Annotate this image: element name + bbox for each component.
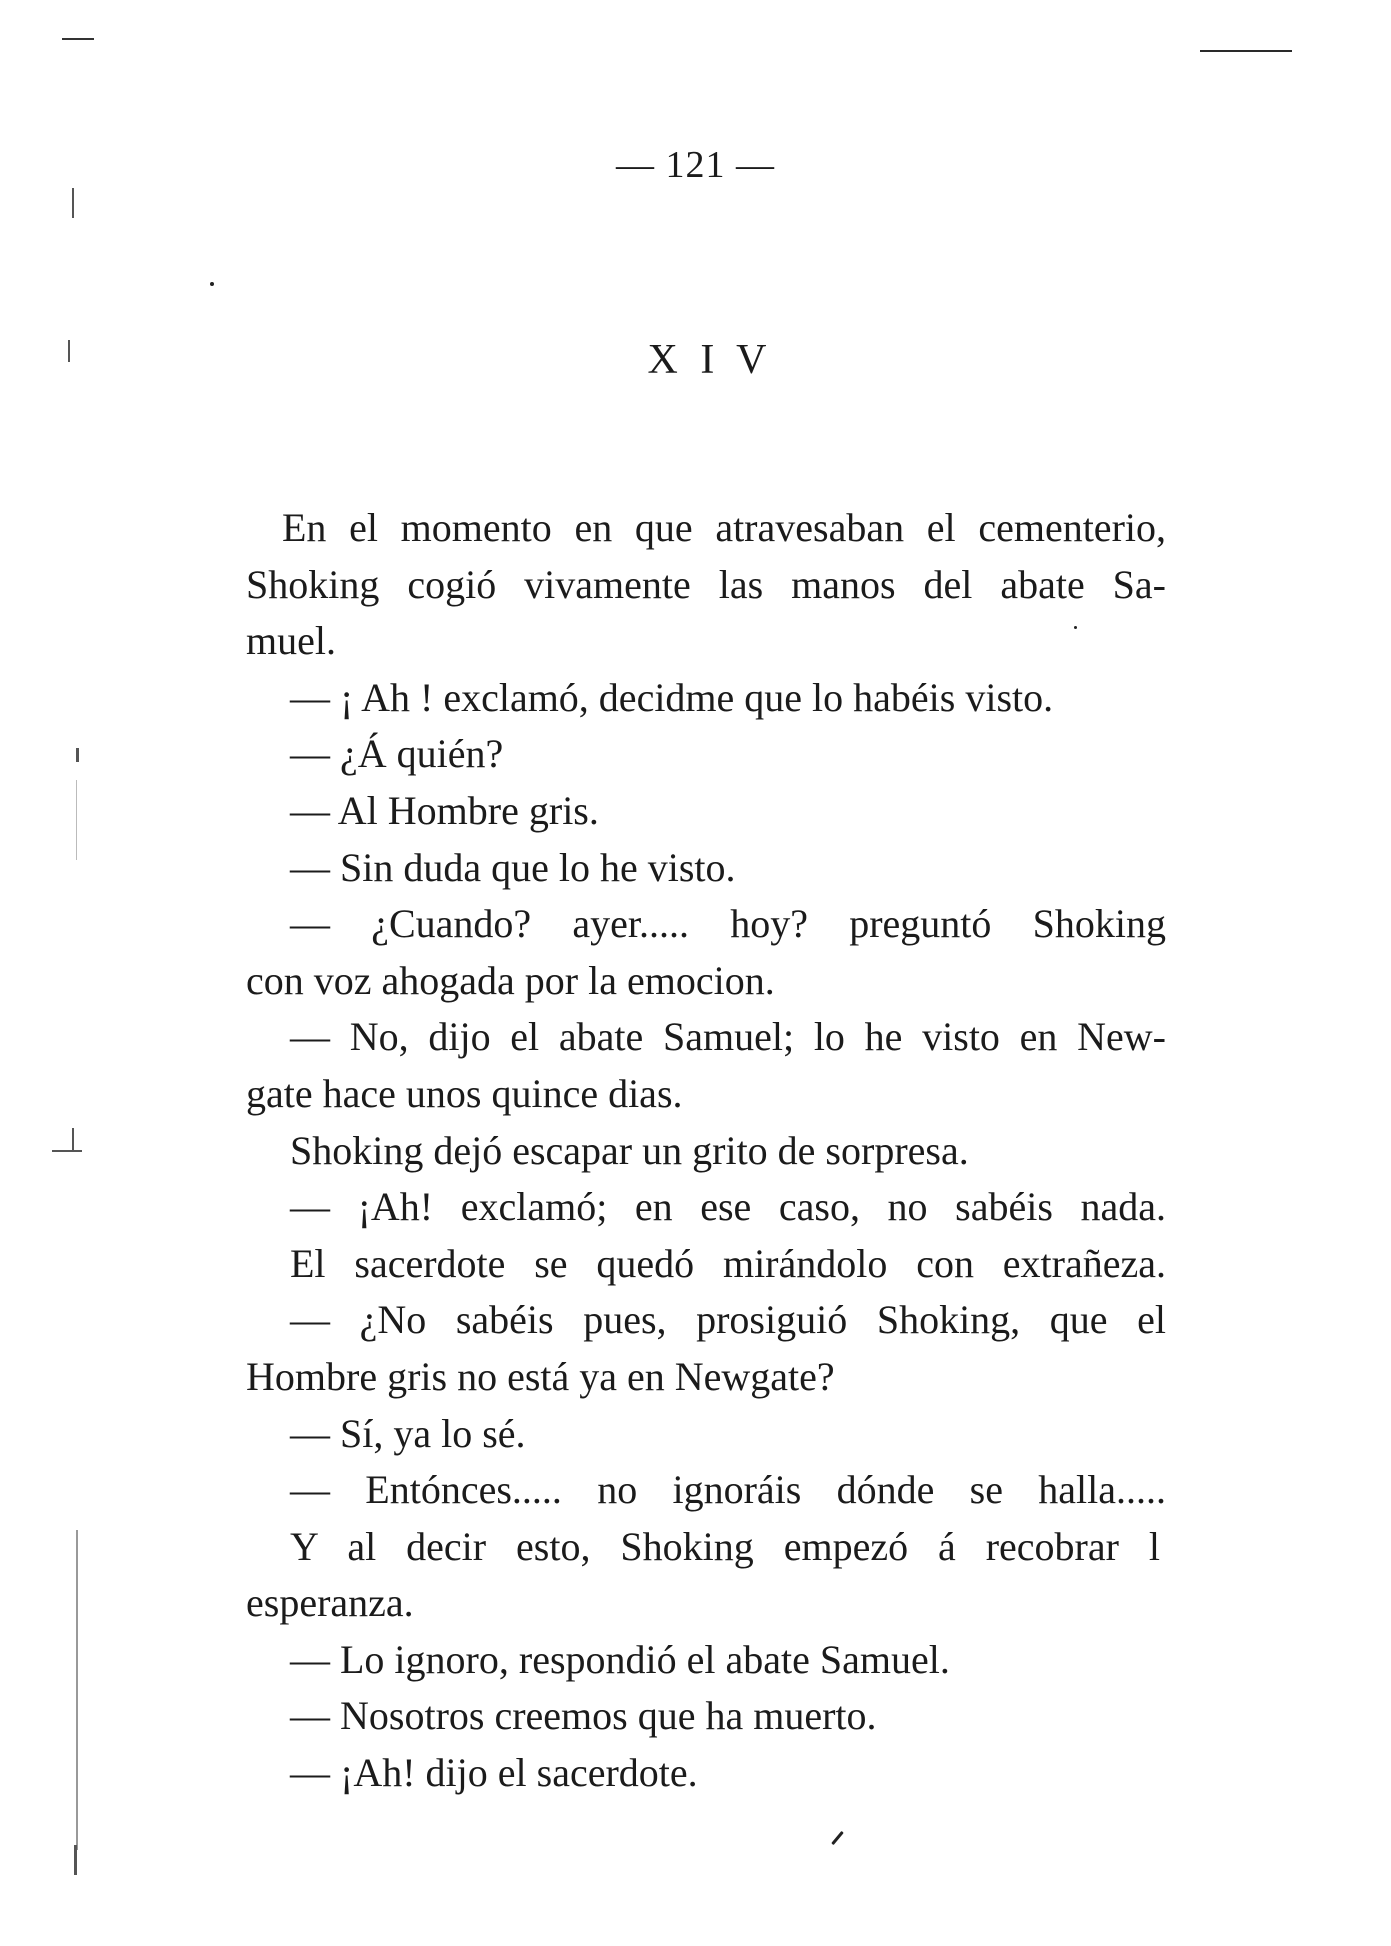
text-line: Y al decir esto, Shoking empezó á recobrar l [290, 1523, 1160, 1569]
text-line: Hombre gris no está ya en Newgate? [246, 1353, 835, 1399]
text-line: — Nosotros creemos que ha muerto. [290, 1693, 877, 1739]
scan-rule-right [1200, 50, 1292, 52]
text-line: — ¿Á quién? [290, 731, 504, 777]
text-line: — ¡Ah! exclamó; en ese caso, no sabéis nada. [290, 1184, 1166, 1230]
text-line: — ¡Ah! dijo el sacerdote. [290, 1750, 698, 1796]
text-line: — Sin duda que lo he visto. [290, 844, 736, 890]
text-line: El sacerdote se quedó mirándolo con extrañeza. [290, 1240, 1166, 1286]
chapter-heading: X I V [647, 337, 773, 383]
text-line: — Lo ignoro, respondió el abate Samuel. [290, 1636, 950, 1682]
text-line: — Sí, ya lo sé. [290, 1410, 526, 1456]
gutter-mark [76, 748, 79, 762]
gutter-mark [72, 1128, 74, 1152]
text-line: Shoking cogió vivamente las manos del abate Sa- [246, 561, 1166, 607]
gutter-mark [74, 1845, 77, 1875]
text-line: En el momento en que atravesaban el cementerio, [282, 505, 1166, 550]
text-line: — No, dijo el abate Samuel; lo he visto en New- [290, 1014, 1166, 1060]
gutter-mark [76, 1530, 78, 1850]
gutter-mark [52, 1150, 82, 1152]
text-line: gate hace unos quince dias. [246, 1070, 683, 1116]
ink-speck [831, 1831, 844, 1845]
text-line: esperanza. [246, 1580, 414, 1626]
text-line: — Entónces..... no ignoráis dónde se halla..... [290, 1467, 1166, 1513]
gutter-mark [76, 780, 77, 860]
body-text [246, 500, 1166, 1802]
page-number: — 121 — [616, 144, 775, 186]
text-line: con voz ahogada por la emocion. [246, 957, 775, 1003]
text-line: — ¡ Ah ! exclamó, decidme que lo habéis visto. [290, 674, 1054, 720]
text-line: — ¿Cuando? ayer..... hoy? preguntó Shoking [290, 901, 1166, 947]
gutter-mark [72, 188, 74, 218]
scan-rule-left [62, 38, 94, 40]
text-line: muel. [246, 618, 336, 664]
text-line: — ¿No sabéis pues, prosiguió Shoking, que el [290, 1297, 1166, 1343]
text-line: Shoking dejó escapar un grito de sorpresa. [290, 1127, 969, 1173]
text-line: — Al Hombre gris. [290, 787, 599, 833]
ink-speck [210, 282, 214, 286]
